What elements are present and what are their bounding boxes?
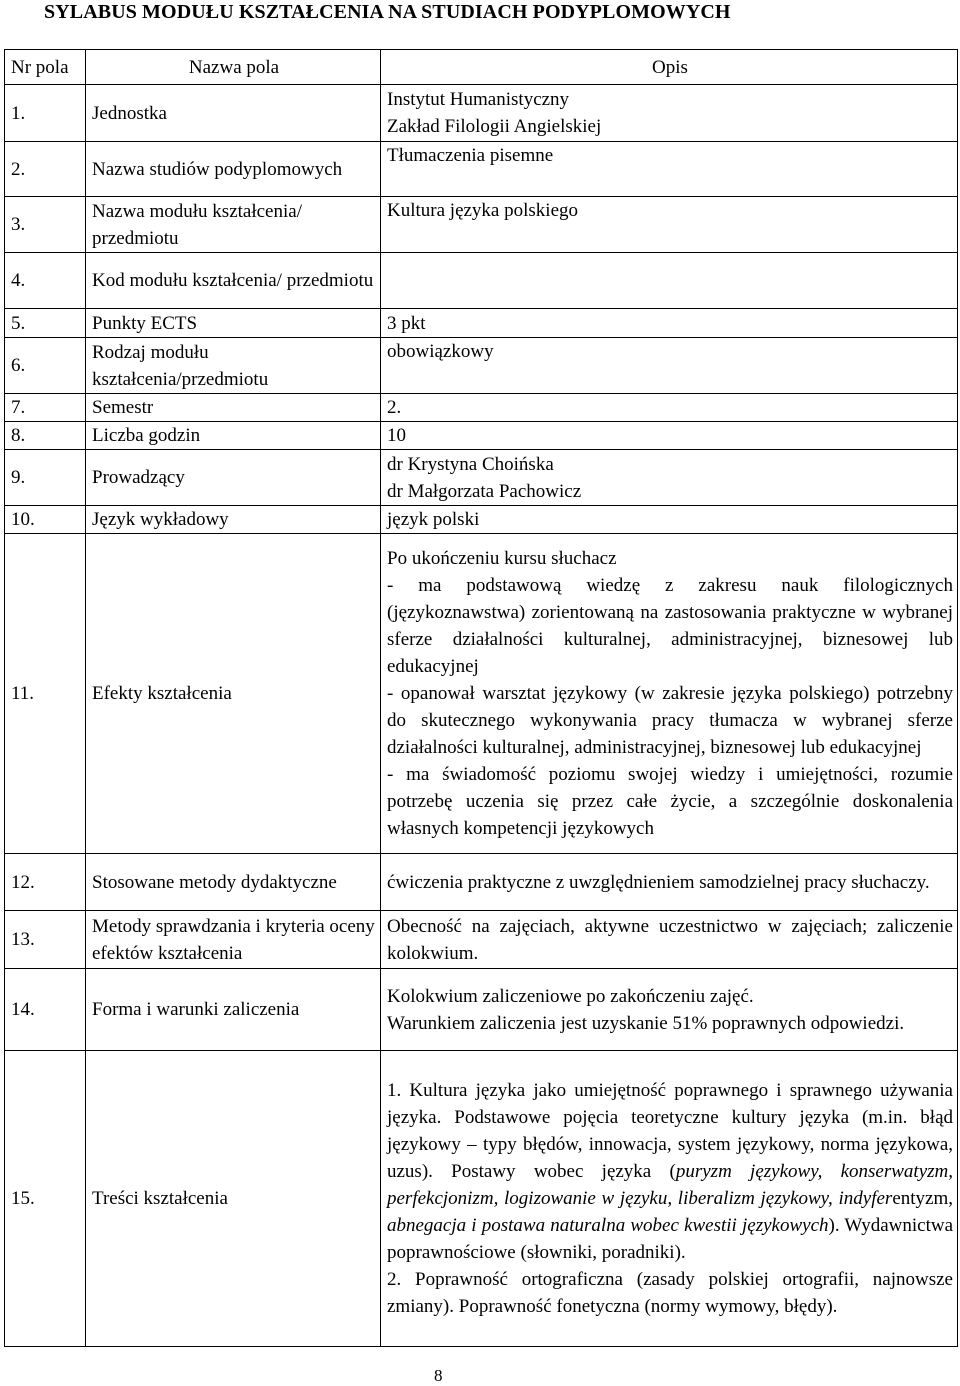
table-row: [5, 142, 958, 197]
desc-line: obowiązkowy: [387, 341, 494, 362]
desc-line: Warunkiem zaliczenia jest uzyskanie 51% poprawnych odpowiedzi.: [387, 1012, 905, 1034]
table-row: [5, 911, 958, 969]
desc-line: Obecność na zajęciach, aktywne uczestnictwo w zajęciach; zaliczenie kolokwium.: [387, 915, 953, 964]
row-name: Efekty kształcenia: [86, 534, 381, 854]
row-nr: 5.: [5, 309, 86, 338]
desc-line: Kultura języka polskiego: [387, 200, 579, 221]
row-nr: 1.: [5, 85, 86, 142]
desc-line: Zakład Filologii Angielskiej: [387, 116, 602, 137]
header-desc: Opis: [381, 50, 958, 85]
page-number: 8: [434, 1366, 443, 1385]
row-name: Nazwa studiów podyplomowych: [86, 142, 381, 197]
table-row: [5, 85, 958, 142]
table-row: [5, 394, 958, 422]
row-name: Rodzaj modułu kształcenia/przedmiotu: [86, 338, 381, 394]
row-desc: [381, 253, 958, 309]
row-desc: [381, 394, 958, 422]
table-row: [5, 506, 958, 534]
row-name: Nazwa modułu kształcenia/ przedmiotu: [86, 197, 381, 253]
table-row: [5, 197, 958, 253]
table-row: [5, 422, 958, 450]
row-name: Punkty ECTS: [86, 309, 381, 338]
row-desc: [381, 1051, 958, 1347]
document-title: SYLABUS MODUŁU KSZTAŁCENIA NA STUDIACH PODYPLOMOWYCH: [44, 1, 731, 23]
content-paragraph-2: 2. Poprawność ortograficzna (zasady polskiej ortografii, najnowsze zmiany). Poprawność fonetyczna (normy wymowy, błędy).: [387, 1269, 953, 1317]
row-desc: [381, 969, 958, 1051]
desc-line: - ma świadomość poziomu swojej wiedzy i umiejętności, rozumie potrzebę uczenia się przez całe życie, a szczególnie doskonalenia własnych kompetencji językowych: [387, 764, 953, 839]
row-desc: [381, 450, 958, 506]
text-span: ). Wydawnictwa poprawnościowe (słowniki, poradniki).: [387, 1215, 954, 1263]
row-nr: 7.: [5, 394, 86, 422]
row-nr: 14.: [5, 969, 86, 1051]
table-row: [5, 854, 958, 911]
desc-line: ćwiczenia praktyczne z uwzględnieniem samodzielnej pracy słuchaczy.: [387, 871, 930, 893]
row-desc: [381, 338, 958, 394]
row-desc: [381, 197, 958, 253]
row-name: Kod modułu kształcenia/ przedmiotu: [86, 253, 381, 309]
desc-line: - ma podstawową wiedzę z zakresu nauk filologicznych (językoznawstwa) zorientowaną na zastosowania praktyczne w wybranej sferze działalności kulturalnej, administracyjnej, biznesowej lub edukacyjnej: [387, 575, 953, 677]
row-desc: [381, 142, 958, 197]
italic-span: abnegacja i postawa naturalna wobec kwestii językowych: [387, 1215, 829, 1236]
table-row: [5, 534, 958, 854]
row-nr: 2.: [5, 142, 86, 197]
row-nr: 11.: [5, 534, 86, 854]
italic-span: puryzm językowy, konserwatyzm, perfekcjonizm, logizowanie w języku, liberalizm językowy, indyfer: [387, 1161, 953, 1209]
desc-line: 2.: [387, 397, 402, 418]
header-name: Nazwa pola: [86, 50, 381, 85]
desc-line: - opanował warsztat językowy (w zakresie języka polskiego) potrzebny do skutecznego wykonywania pracy tłumacza w wybranej sferze działalności kulturalnej, administracyjnej, biznesowej lub edukacyjnej: [387, 683, 953, 758]
syllabus-table: [4, 49, 958, 1347]
row-name: Stosowane metody dydaktyczne: [86, 854, 381, 911]
row-nr: 6.: [5, 338, 86, 394]
table-row: [5, 253, 958, 309]
row-desc: [381, 534, 958, 854]
row-desc: [381, 506, 958, 534]
table-row: [5, 1051, 958, 1347]
desc-line: Kolokwium zaliczeniowe po zakończeniu zajęć.: [387, 985, 754, 1007]
row-desc: [381, 309, 958, 338]
desc-line: dr Małgorzata Pachowicz: [387, 480, 582, 502]
row-name: Forma i warunki zaliczenia: [86, 969, 381, 1051]
table-row: [5, 309, 958, 338]
desc-line: Instytut Humanistyczny: [387, 89, 570, 110]
content-paragraph-1: [387, 1077, 953, 1266]
table-row: [5, 450, 958, 506]
header-nr: Nr pola: [5, 50, 86, 85]
desc-line: Po ukończeniu kursu słuchacz: [387, 548, 617, 569]
row-name: Jednostka: [86, 85, 381, 142]
row-nr: 8.: [5, 422, 86, 450]
row-nr: 3.: [5, 197, 86, 253]
desc-line: 10: [387, 425, 406, 446]
text-span: 1. Kultura języka jako umiejętność poprawnego i sprawnego używania języka. Podstawowe pojęcia teoretyczne kultury języka (m.in. błąd językowy – typy błędów, innowacja, system językowy, norma językowa, uzus). Postawy wobec języka (: [387, 1080, 953, 1182]
row-desc: [381, 422, 958, 450]
row-name: Semestr: [86, 394, 381, 422]
row-nr: 9.: [5, 450, 86, 506]
table-header-row: [5, 50, 958, 85]
row-desc: [381, 911, 958, 969]
row-name: Liczba godzin: [86, 422, 381, 450]
table-row: [5, 338, 958, 394]
row-nr: 13.: [5, 911, 86, 969]
row-nr: 10.: [5, 506, 86, 534]
row-name: Treści kształcenia: [86, 1051, 381, 1347]
row-name: Metody sprawdzania i kryteria oceny efektów kształcenia: [86, 911, 381, 969]
row-name: Prowadzący: [86, 450, 381, 506]
row-nr: 15.: [5, 1051, 86, 1347]
row-desc: [381, 854, 958, 911]
desc-line: 3 pkt: [387, 312, 426, 334]
desc-line: język polski: [387, 509, 480, 530]
row-nr: 12.: [5, 854, 86, 911]
desc-line: dr Krystyna Choińska: [387, 453, 554, 475]
row-nr: 4.: [5, 253, 86, 309]
table-row: [5, 969, 958, 1051]
text-span: entyzm,: [892, 1188, 953, 1209]
desc-line: Tłumaczenia pisemne: [387, 145, 554, 166]
row-name: Język wykładowy: [86, 506, 381, 534]
row-desc: [381, 85, 958, 142]
